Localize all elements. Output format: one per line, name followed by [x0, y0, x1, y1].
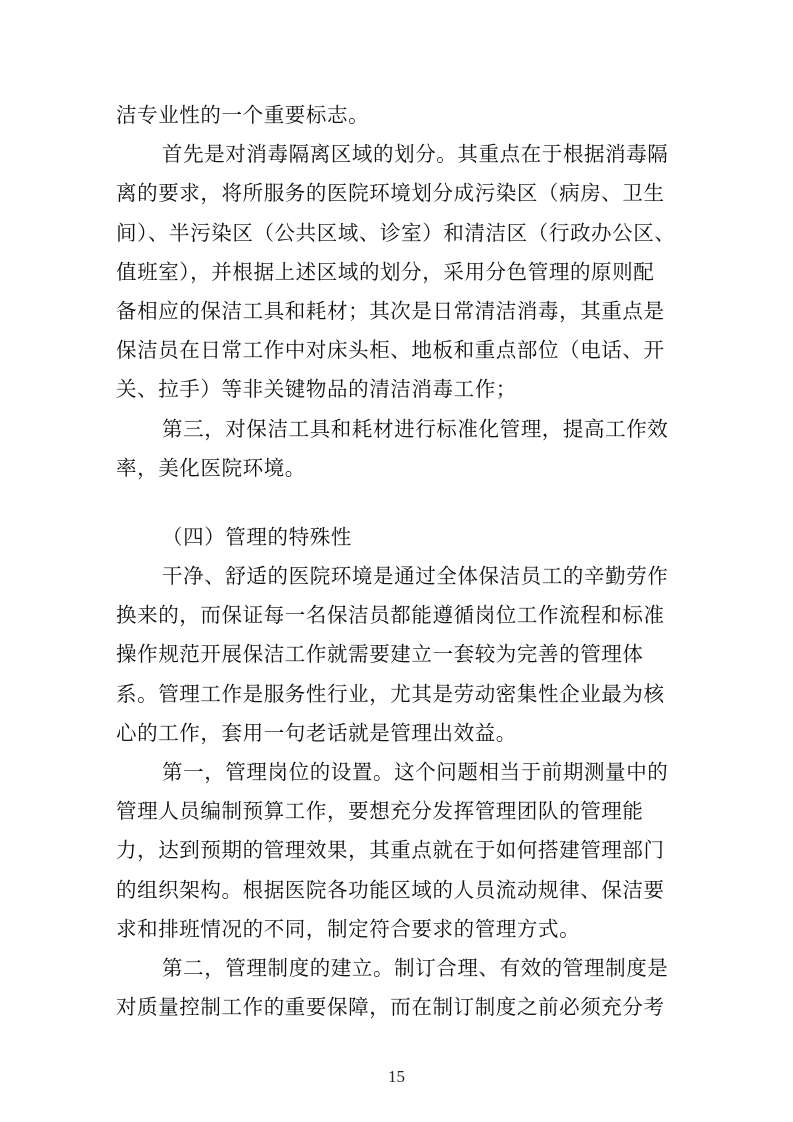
text-line: 系。管理工作是服务性行业，尤其是劳动密集性企业最为核 — [116, 681, 665, 706]
section-heading: （四）管理的特殊性 — [162, 524, 352, 549]
text-line: 换来的，而保证每一名保洁员都能遵循岗位工作流程和标准 — [116, 603, 665, 628]
text-line: 离的要求，将所服务的医院环境划分成污染区（病房、卫生 — [116, 181, 665, 206]
text-line: 力，达到预期的管理效果，其重点就在于如何搭建管理部门 — [116, 838, 665, 863]
text-line: 值班室），并根据上述区域的划分，采用分色管理的原则配 — [116, 259, 655, 284]
text-line: 洁专业性的一个重要标志。 — [116, 103, 370, 127]
paragraph-start: 第一，管理岗位的设置。这个问题相当于前期测量中的 — [162, 760, 669, 784]
text-line: 间）、半污染区（公共区域、诊室）和清洁区（行政办公区、 — [116, 220, 676, 245]
text-line: 的组织架构。根据医院各功能区域的人员流动规律、保洁要 — [116, 877, 665, 902]
text-line: 求和排班情况的不同，制定符合要求的管理方式。 — [116, 916, 581, 941]
text-line: 关、拉手）等非关键物品的清洁消毒工作； — [116, 377, 517, 402]
paragraph-start: 第三，对保洁工具和耗材进行标准化管理，提高工作效 — [162, 416, 669, 441]
paragraph-start: 干净、舒适的医院环境是通过全体保洁员工的辛勤劳作 — [162, 564, 669, 589]
paragraph-start: 第二，管理制度的建立。制订合理、有效的管理制度是 — [162, 955, 669, 980]
paragraph-gap — [116, 488, 686, 518]
text-line: 操作规范开展保洁工作就需要建立一套较为完善的管理体 — [116, 642, 644, 667]
text-line: 保洁员在日常工作中对床头柜、地板和重点部位（电话、开 — [116, 338, 665, 363]
text-line: 管理人员编制预算工作，要想充分发挥管理团队的管理能 — [116, 799, 644, 824]
text-line: 心的工作，套用一句老话就是管理出效益。 — [116, 720, 517, 745]
text-line: 备相应的保洁工具和耗材；其次是日常清洁消毒，其重点是 — [116, 298, 665, 323]
text-line: 率，美化医院环境。 — [116, 455, 306, 480]
body-text — [116, 96, 686, 1027]
text-line: 对质量控制工作的重要保障，而在制订制度之前必须充分考 — [116, 995, 665, 1020]
page-number: 15 — [388, 1067, 405, 1086]
paragraph-start: 首先是对消毒隔离区域的划分。其重点在于根据消毒隔 — [162, 142, 669, 167]
